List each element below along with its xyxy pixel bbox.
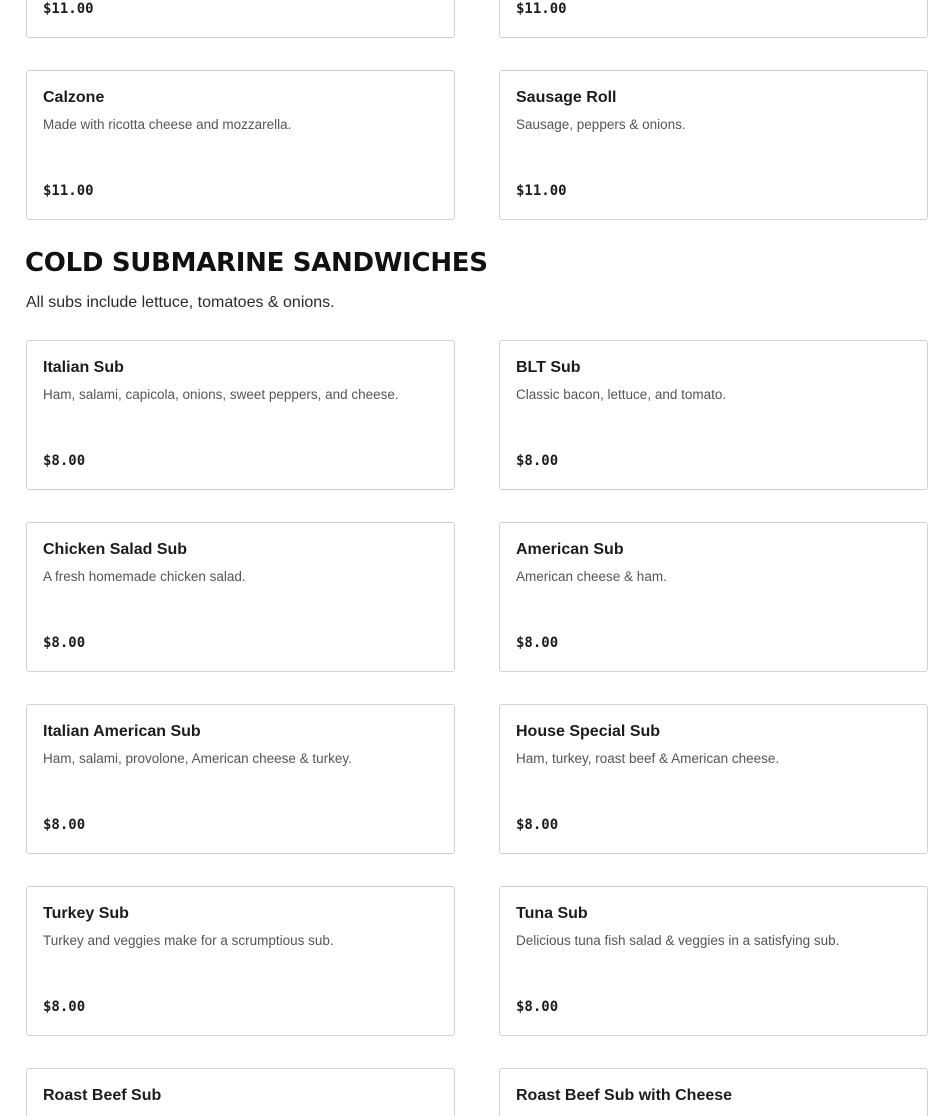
- menu-item-roast-beef-sub-with-cheese[interactable]: [499, 1068, 928, 1116]
- menu-item-name: Roast Beef Sub: [43, 1087, 162, 1104]
- menu-item-description: Classic bacon, lettuce, and tomato.: [516, 387, 727, 402]
- menu-item-name: American Sub: [516, 541, 624, 558]
- menu-item-italian-sub[interactable]: [26, 340, 455, 490]
- menu-item-description: A fresh homemade chicken salad.: [43, 569, 246, 584]
- menu-item-sausage-roll[interactable]: [499, 70, 928, 220]
- menu-item-name: Italian Sub: [43, 359, 124, 376]
- menu-item-price: $8.00: [516, 999, 559, 1015]
- menu-item-description: Ham, salami, provolone, American cheese & turkey.: [43, 751, 352, 766]
- menu-item-price: $8.00: [516, 817, 559, 833]
- menu-item-price: $11.00: [43, 1, 94, 17]
- menu-item-chicken-salad-sub[interactable]: [26, 522, 455, 672]
- menu-item-name: BLT Sub: [516, 359, 581, 376]
- menu-item-name: Chicken Salad Sub: [43, 541, 188, 558]
- menu-item-description: Delicious tuna fish salad & veggies in a satisfying sub.: [516, 933, 840, 948]
- menu-item-name: Calzone: [43, 89, 105, 106]
- menu-item-roast-beef-sub[interactable]: [26, 1068, 455, 1116]
- menu-item-card[interactable]: [499, 0, 928, 38]
- menu-item-name: House Special Sub: [516, 723, 661, 740]
- menu-item-price: $8.00: [516, 453, 559, 469]
- menu-item-calzone[interactable]: [26, 70, 455, 220]
- menu-item-price: $8.00: [516, 635, 559, 651]
- menu-item-description: Made with ricotta cheese and mozzarella.: [43, 117, 292, 132]
- menu-item-name: Turkey Sub: [43, 905, 129, 922]
- menu-item-price: $8.00: [43, 817, 86, 833]
- menu-item-turkey-sub[interactable]: [26, 886, 455, 1036]
- menu-item-name: Sausage Roll: [516, 89, 617, 106]
- menu-item-italian-american-sub[interactable]: [26, 704, 455, 854]
- menu-item-blt-sub[interactable]: [499, 340, 928, 490]
- menu-item-description: American cheese & ham.: [516, 569, 667, 584]
- menu-item-description: Sausage, peppers & onions.: [516, 117, 686, 132]
- menu-item-description: Turkey and veggies make for a scrumptious sub.: [43, 933, 334, 948]
- section-title: COLD SUBMARINE SANDWICHES: [25, 248, 488, 278]
- menu-item-tuna-sub[interactable]: [499, 886, 928, 1036]
- menu-item-description: Ham, turkey, roast beef & American cheese.: [516, 751, 780, 766]
- menu-item-card[interactable]: [26, 0, 455, 38]
- menu-item-description: Ham, salami, capicola, onions, sweet peppers, and cheese.: [43, 387, 399, 402]
- menu-item-name: Roast Beef Sub with Cheese: [516, 1087, 733, 1104]
- menu-item-price: $8.00: [43, 453, 86, 469]
- menu-item-price: $11.00: [43, 183, 94, 199]
- menu-item-price: $11.00: [516, 183, 567, 199]
- menu-item-price: $8.00: [43, 999, 86, 1015]
- menu-item-price: $8.00: [43, 635, 86, 651]
- section-subtitle: All subs include lettuce, tomatoes & onions.: [26, 294, 335, 311]
- menu-item-price: $11.00: [516, 1, 567, 17]
- menu-item-american-sub[interactable]: [499, 522, 928, 672]
- menu-item-name: Italian American Sub: [43, 723, 201, 740]
- menu-item-house-special-sub[interactable]: [499, 704, 928, 854]
- menu-item-name: Tuna Sub: [516, 905, 588, 922]
